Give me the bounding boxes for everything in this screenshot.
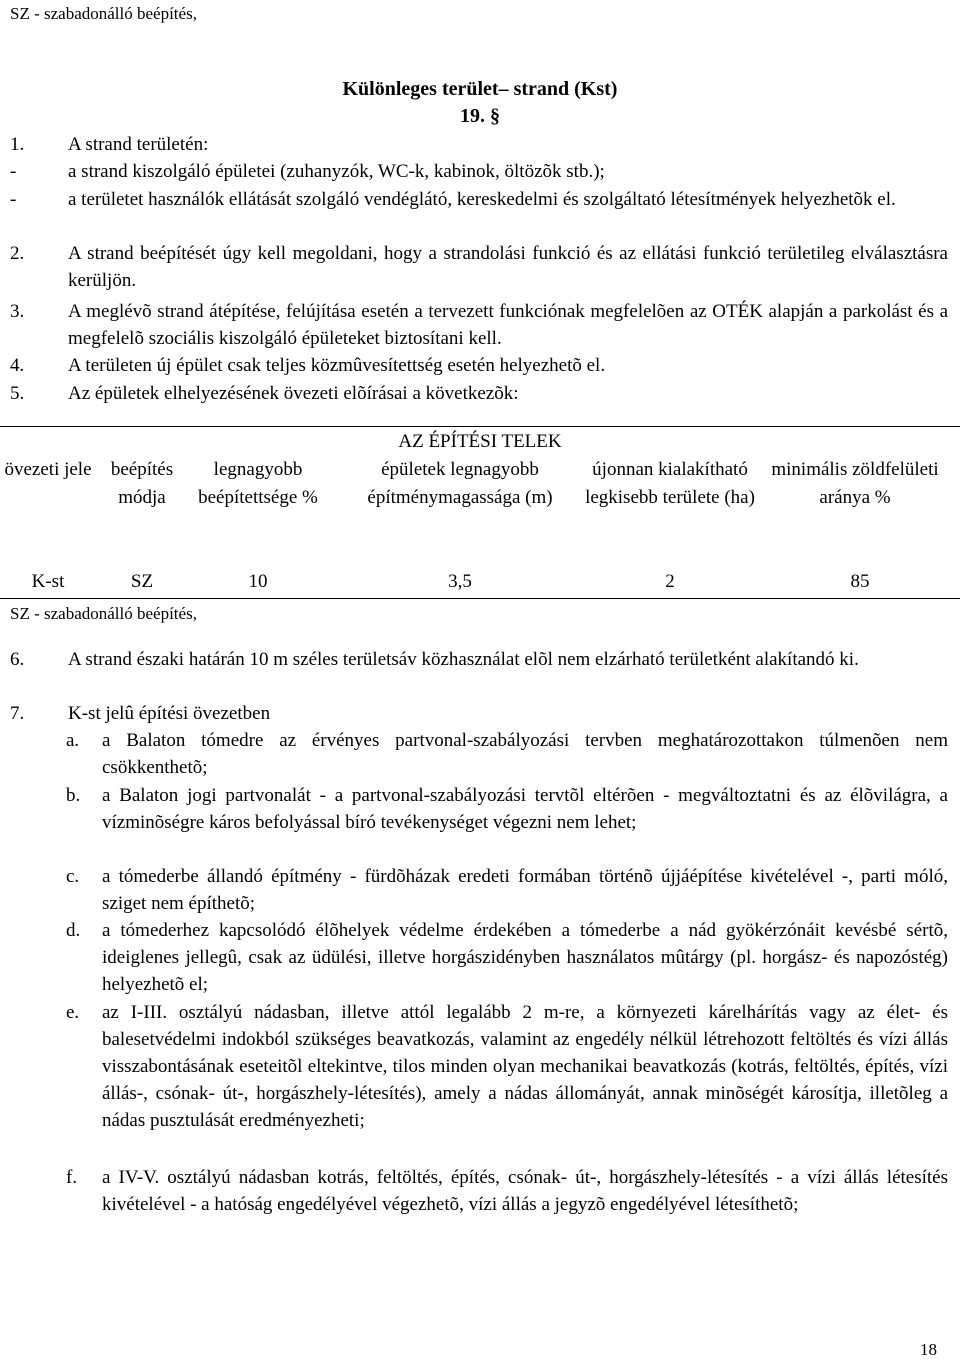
item-text: A strand beépítését úgy kell megoldani, hogy a strandolási funkció és az ellátási funkció területileg elválasztásra kerüljön. [68, 243, 948, 291]
item-bullet: - [10, 189, 17, 210]
header-note: SZ - szabadonálló beépítés, [10, 4, 197, 23]
table-cell: SZ [130, 571, 154, 592]
sub-item-letter: b. [66, 785, 81, 806]
table-group-header: AZ ÉPÍTÉSI TELEK [398, 431, 562, 452]
sub-item-letter: e. [66, 1002, 80, 1023]
page-number: 18 [920, 1340, 937, 1359]
list-item [10, 352, 948, 379]
table-header-cell: épületek legnagyobb építménymagassága (m) [367, 459, 553, 508]
sub-item-text: a Balaton jogi partvonalát - a partvonal-szabályozási tervtõl eltérõen - megváltoztatni és az élõvilágra, a vízminõségre káros befolyással bíró tevékenységet végezni nem lehet; [102, 785, 948, 833]
list-item [10, 158, 948, 185]
document-title: Különleges terület– strand (Kst) [342, 78, 618, 100]
table-cell: K-st [31, 571, 65, 592]
sub-item-text: a tómederbe állandó építmény - fürdõházak eredeti formában történõ újjáépítése kivételével -, parti móló, sziget nem építhetõ; [102, 866, 948, 914]
sub-item-text: a IV-V. osztályú nádasban kotrás, feltöltés, építés, csónak- út-, horgászhely-létesítés - a vízi állás létesítés kivételével - a hatóság engedélyével végezhetõ, vízi állás a jegyzõ engedélyével létesíthetõ; [102, 1167, 948, 1215]
sub-item-text: a tómederhez kapcsolódó élõhelyek védelme érdekében a tómederbe a nád gyökérzónáit kevésbé sértõ, ideiglenes jellegû, csak az üdülési, illetve horgászidényben használatos mûtárgy (pl. horgász- és napozóstég) helyezhetõ el; [102, 920, 948, 995]
table-footnote: SZ - szabadonálló beépítés, [10, 604, 197, 623]
list-item [10, 186, 948, 213]
table-top-border [0, 426, 960, 427]
list-item [10, 240, 948, 294]
item-number: 2. [10, 243, 25, 264]
item-bullet: - [10, 161, 17, 182]
item-text: a területet használók ellátását szolgáló vendéglátó, kereskedelmi és szolgáltató létesítmények helyezhetõk el. [68, 189, 896, 210]
item-text: Az épületek elhelyezésének övezeti elõírásai a következõk: [68, 383, 519, 404]
list-item [10, 298, 948, 352]
table-cell: 2 [665, 571, 675, 592]
item-number: 4. [10, 355, 25, 376]
sub-item-text: az I-III. osztályú nádasban, illetve attól legalább 2 m-re, a környezeti kárelhárítás vagy az élet- és balesetvédelmi indokból szükséges beavatkozás, valamint az engedély nélkül létrehozott feltöltés és vízi állás visszabontásának eseteitõl eltekintve, tilos minden olyan mechanikai beavatkozás (kotrás, feltöltés, építés, vízi állás-, csónak- út-, horgászhely-létesítés), amely a nádas állományát, annak minõségét károsítja, illetõleg a nádas pusztulását eredményezheti; [102, 1002, 948, 1131]
sub-list-item [66, 1164, 948, 1218]
item-number: 3. [10, 301, 25, 322]
section-number: 19. § [460, 105, 500, 127]
item-text: A meglévõ strand átépítése, felújítása esetén a tervezett funkciónak megfelelõen az OTÉK alapján a parkolást és a megfelelõ szociális kiszolgáló épületeket biztosítani kell. [68, 301, 948, 349]
item-number: 5. [10, 383, 25, 404]
list-item [10, 646, 948, 673]
list-item [10, 700, 948, 727]
table-header-cell: minimális zöldfelületi aránya % [771, 459, 939, 508]
table-header-cell: újonnan kialakítható legkisebb területe (ha) [585, 459, 755, 508]
table-bottom-border [0, 598, 960, 599]
sub-list-item [66, 999, 948, 1134]
item-text: A strand területén: [68, 134, 209, 155]
item-text: A strand északi határán 10 m széles területsáv közhasználat elõl nem elzárható területként alakítandó ki. [68, 649, 859, 670]
sub-item-letter: c. [66, 866, 80, 887]
table-cell: 85 [850, 571, 870, 592]
table-cell: 10 [248, 571, 268, 592]
sub-item-text: a Balaton tómedre az érvényes partvonal-szabályozási tervben meghatározottakon túlmenõen nem csökkenthetõ; [102, 730, 948, 778]
sub-item-letter: f. [66, 1167, 78, 1188]
item-number: 1. [10, 134, 25, 155]
table-cell: 3,5 [448, 571, 472, 592]
item-text: A területen új épület csak teljes közmûvesítettség esetén helyezhetõ el. [68, 355, 606, 376]
table-header-cell: beépítés módja [110, 459, 174, 508]
sub-list-item [66, 863, 948, 917]
sub-list-item [66, 782, 948, 836]
sub-list-item [66, 727, 948, 781]
item-number: 6. [10, 649, 25, 670]
list-item [10, 131, 948, 158]
list-item [10, 380, 948, 407]
item-text: K-st jelû építési övezetben [68, 703, 271, 724]
sub-item-letter: d. [66, 920, 81, 941]
sub-list-item [66, 917, 948, 998]
table-header-cell: legnagyobb beépítettsége % [198, 459, 318, 508]
table-header-cell: övezeti jele [4, 459, 92, 480]
item-text: a strand kiszolgáló épületei (zuhanyzók, WC-k, kabinok, öltözõk stb.); [68, 161, 605, 182]
sub-item-letter: a. [66, 730, 80, 751]
item-number: 7. [10, 703, 25, 724]
